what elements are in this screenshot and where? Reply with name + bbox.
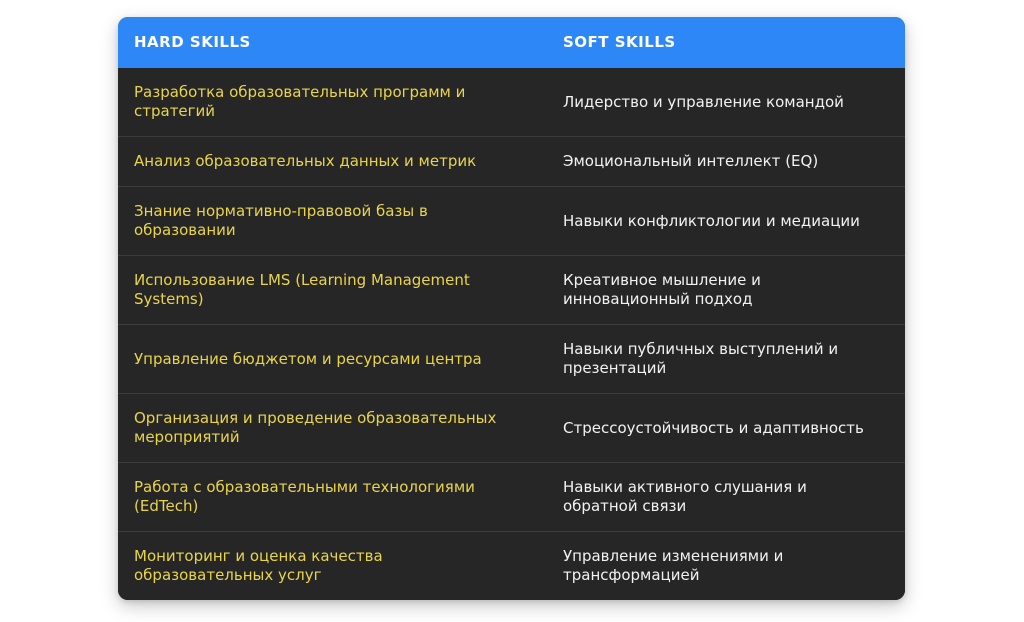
hard-skill-cell: Знание нормативно-правовой базы в образовании [134,202,428,239]
table-row [118,255,905,324]
soft-skill-cell: Управление изменениями и трансформацией [563,547,784,584]
skills-comparison-table [118,17,905,600]
soft-skill-cell: Эмоциональный интеллект (EQ) [563,152,819,170]
hard-skill-cell: Анализ образовательных данных и метрик [134,152,477,170]
table-row [118,68,905,136]
hard-skills-column-header: HARD SKILLS [134,33,251,51]
table-row [118,393,905,462]
table-row [118,136,905,186]
soft-skill-cell: Навыки активного слушания и обратной связи [563,478,807,515]
hard-skill-cell: Управление бюджетом и ресурсами центра [134,349,482,368]
hard-skill-cell: Работа с образовательными технологиями (EdTech) [134,478,475,515]
table-row [118,462,905,531]
hard-skill-cell: Использование LMS (Learning Management Systems) [134,271,470,308]
soft-skill-cell: Креативное мышление и инновационный подход [563,271,761,308]
table-row [118,531,905,600]
hard-skill-cell: Разработка образовательных программ и стратегий [134,83,466,120]
table-row [118,324,905,393]
table-row [118,186,905,255]
soft-skill-cell: Навыки конфликтологии и медиации [563,211,860,230]
soft-skill-cell: Стрессоустойчивость и адаптивность [563,418,864,437]
soft-skill-cell: Лидерство и управление командой [563,92,844,111]
table-header-row [118,17,905,68]
soft-skills-column-header: SOFT SKILLS [563,33,676,51]
soft-skill-cell: Навыки публичных выступлений и презентаций [563,340,839,377]
hard-skill-cell: Мониторинг и оценка качества образовательных услуг [134,547,383,584]
hard-skill-cell: Организация и проведение образовательных мероприятий [134,409,497,446]
